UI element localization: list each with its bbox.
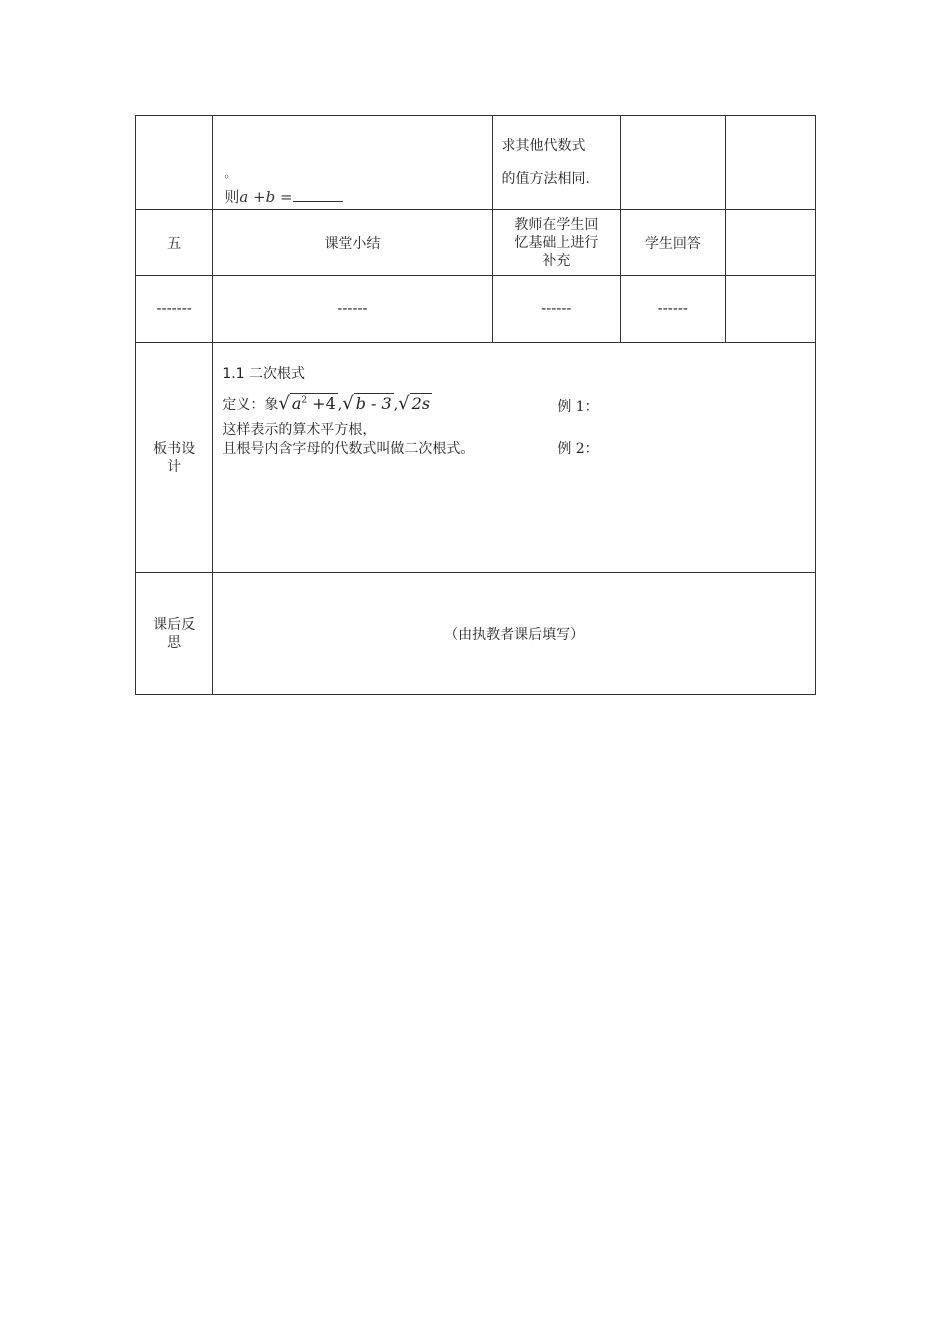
row1-extra-cell [725,116,815,210]
formula-expr: a +b = [239,188,293,206]
row2-extra-cell [725,210,815,276]
table-row [136,343,816,573]
method-text [502,130,590,196]
board-design [213,343,815,572]
row3-teacher-cell: ------ [492,276,621,343]
reflection-label-line-1: 课后反 [153,616,196,633]
teacher-line-2: 忆基础上进行 [514,234,599,251]
row2-student-cell: 学生回答 [621,210,725,276]
sqrt-expression-3: √ 2s [398,393,431,414]
definition-line-3: 且根号内含字母的代数式叫做二次根式。 [222,441,475,457]
formula-prefix: 则 [224,188,240,206]
sqrt-expression-2: √ b - 3 [342,393,392,414]
method-line-2: 的值方法相同. [501,171,590,187]
row1-content-cell [213,116,492,210]
row3-content-cell: ------ [213,276,492,343]
answer-blank [293,187,343,202]
sum-formula [224,186,342,207]
row1-num-cell [136,116,213,210]
method-line-1: 求其他代数式 [501,138,586,154]
period-mark: 。 [224,166,237,180]
table-row [136,210,816,276]
reflection-label-cell [136,573,213,695]
lesson-plan-table [135,115,816,695]
table-row [136,573,816,695]
table-row [136,276,816,343]
reflection-note: （由执教者课后填写） [213,573,816,695]
definition-line: 定义：象√ $a^2 +4$ ,√ b - 3 ,√ 2s [222,393,431,414]
example-1-label: 例 1： [557,399,599,415]
row3-num-cell: ------- [136,276,213,343]
reflection-label-line-2: 思 [167,634,182,651]
board-label-cell [136,343,213,573]
board-content-cell [213,343,816,573]
table-row [136,116,816,210]
row1-method-cell [492,116,621,210]
row2-content-cell: 课堂小结 [213,210,492,276]
row1-student-cell [621,116,725,210]
example-2-label: 例 2： [557,441,599,457]
board-label-line-2: 计 [167,458,182,475]
definition-line-2: 这样表示的算术平方根， [222,422,377,438]
row2-num-cell: 五 [136,210,213,276]
teacher-line-1: 教师在学生回 [514,216,599,233]
definition-prefix: 定义：象 [222,397,279,413]
row2-teacher-cell [492,210,621,276]
board-label-line-1: 板书设 [153,440,196,457]
sqrt-expression-1: √ $a^2 +4$ [278,393,336,414]
row3-student-cell: ------ [621,276,725,343]
row3-extra-cell [725,276,815,343]
board-title: 1.1 二次根式 [222,366,306,382]
teacher-line-3: 补充 [542,252,571,269]
